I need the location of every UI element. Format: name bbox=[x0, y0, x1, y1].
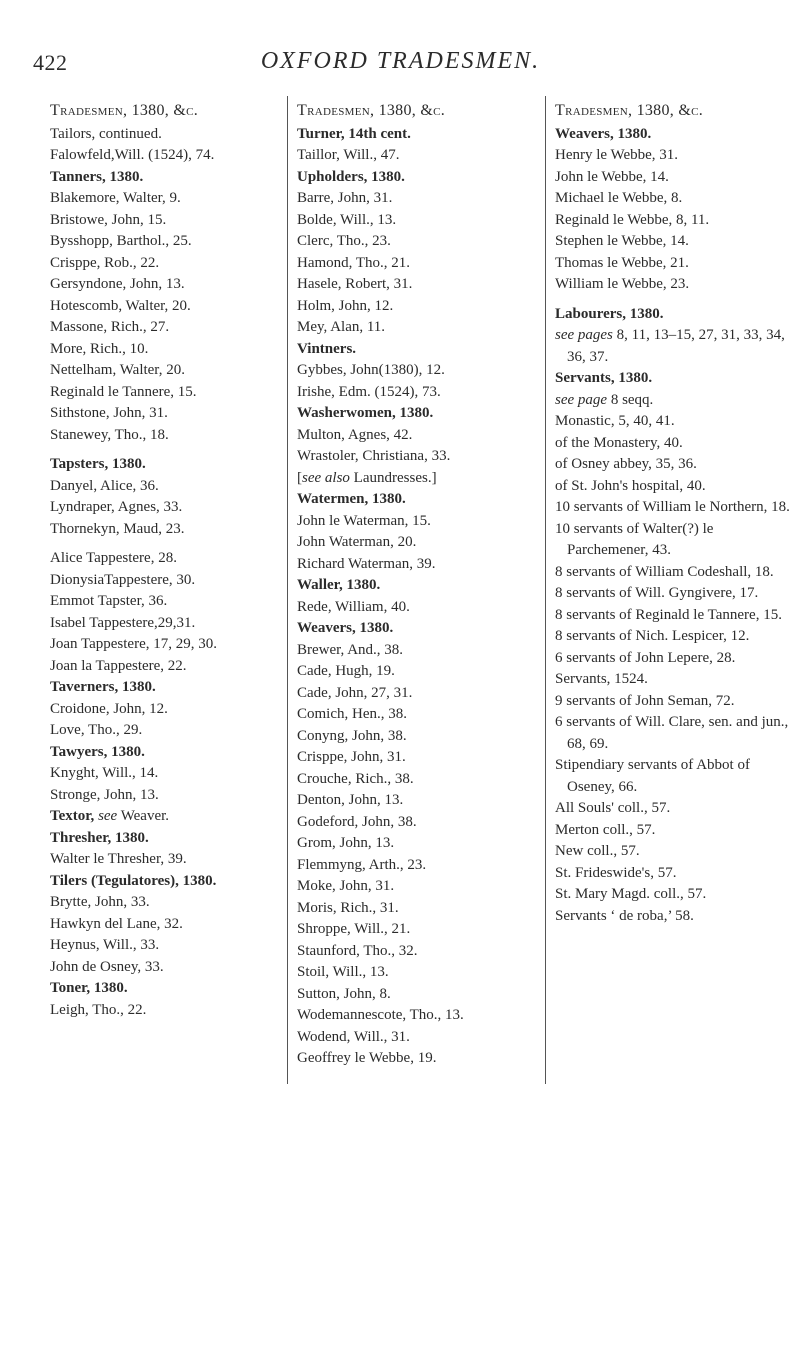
index-entry: Hotescomb, Walter, 20. bbox=[50, 297, 191, 314]
trade-heading: Waller, 1380. bbox=[297, 577, 381, 593]
index-entry: 8 servants of William Codeshall, 18. bbox=[555, 563, 774, 580]
index-entry: Gybbes, John(1380), 12. bbox=[297, 362, 445, 378]
index-entry: Conyng, John, 38. bbox=[297, 727, 407, 744]
index-entry: Rede, William, 40. bbox=[297, 598, 410, 615]
ref-prefix: [ bbox=[297, 469, 302, 486]
index-entry: St. Mary Magd. coll., 57. bbox=[555, 886, 707, 902]
index-entry: Monastic, 5, 40, 41. bbox=[555, 413, 675, 429]
trade-heading: Weavers, 1380. bbox=[297, 620, 394, 636]
index-entry: of St. John's hospital, 40. bbox=[555, 477, 706, 494]
index-entry: Reginald le Tannere, 15. bbox=[50, 383, 197, 400]
index-entry: Richard Waterman, 39. bbox=[297, 555, 436, 572]
trade-heading: Tilers (Tegulatores), 1380. bbox=[50, 872, 217, 889]
trade-heading: Taverners, 1380. bbox=[50, 679, 156, 695]
index-entry: Godeford, John, 38. bbox=[297, 813, 417, 830]
index-entry: John Waterman, 20. bbox=[297, 534, 417, 550]
cross-reference bbox=[297, 468, 537, 490]
index-entry: Moke, John, 31. bbox=[297, 878, 395, 894]
index-entry: Sutton, John, 8. bbox=[297, 985, 391, 1002]
index-entry: Thomas le Webbe, 21. bbox=[555, 254, 689, 271]
index-entry: Nettelham, Walter, 20. bbox=[50, 362, 185, 378]
trade-heading: Watermen, 1380. bbox=[297, 491, 406, 507]
index-column-2 bbox=[297, 100, 537, 1070]
index-entry: Grom, John, 13. bbox=[297, 835, 395, 851]
index-entry: Crisppe, John, 31. bbox=[297, 749, 406, 765]
index-entry: Isabel Tappestere,29,31. bbox=[50, 614, 196, 631]
ref-target: 8 seqq. bbox=[607, 391, 654, 408]
index-entry: Reginald le Webbe, 8, 11. bbox=[555, 211, 710, 228]
index-entry: Walter le Thresher, 39. bbox=[50, 851, 187, 867]
index-entry: 8 servants of Reginald le Tannere, 15. bbox=[555, 606, 782, 623]
spacer bbox=[555, 296, 795, 304]
index-entry: 10 servants of Walter(?) le Parchemener, 43. bbox=[555, 520, 714, 558]
index-entry: Shroppe, Will., 21. bbox=[297, 921, 411, 937]
index-entry: Barre, John, 31. bbox=[297, 190, 393, 206]
ref-target: 8, 11, 13–15, 27, 31, 33, 34, 36, 37. bbox=[567, 327, 785, 365]
section-label: Tailors, continued. bbox=[50, 125, 162, 142]
index-entry: Wodend, Will., 31. bbox=[297, 1028, 410, 1045]
ref-target: Weaver. bbox=[117, 808, 170, 824]
index-entry: Cade, Hugh, 19. bbox=[297, 663, 395, 679]
index-entry: Moris, Rich., 31. bbox=[297, 899, 399, 916]
index-entry: Croidone, John, 12. bbox=[50, 700, 168, 717]
index-entry: 8 servants of Will. Gyngivere, 17. bbox=[555, 585, 759, 601]
index-entry: Merton coll., 57. bbox=[555, 821, 656, 838]
index-entry: Alice Tappestere, 28. bbox=[50, 550, 177, 566]
index-entry: Sithstone, John, 31. bbox=[50, 405, 168, 421]
index-entry: Bysshopp, Barthol., 25. bbox=[50, 233, 192, 249]
index-entry: Flemmyng, Arth., 23. bbox=[297, 856, 427, 873]
index-entry: Hamond, Tho., 21. bbox=[297, 254, 411, 271]
trade-heading: Labourers, 1380. bbox=[555, 305, 664, 322]
column-rule bbox=[545, 96, 546, 1084]
trade-heading: Vintners. bbox=[297, 340, 357, 357]
section-label: Servants, 1524. bbox=[555, 671, 648, 687]
trade-heading: Toner, 1380. bbox=[50, 980, 128, 996]
index-entry: New coll., 57. bbox=[555, 843, 640, 859]
index-entry: Gersyndone, John, 13. bbox=[50, 276, 185, 292]
index-entry: Stephen le Webbe, 14. bbox=[555, 233, 689, 249]
index-entry: Crouche, Rich., 38. bbox=[297, 770, 414, 787]
index-entry: More, Rich., 10. bbox=[50, 340, 149, 357]
index-entry: Clerc, Tho., 23. bbox=[297, 233, 391, 249]
index-entry: 6 servants of John Lepere, 28. bbox=[555, 649, 736, 666]
trade-heading: Washerwomen, 1380. bbox=[297, 405, 434, 421]
ref-target: Laundresses.] bbox=[349, 469, 437, 486]
page-number: 422 bbox=[33, 50, 68, 75]
cross-reference-heading bbox=[50, 806, 290, 828]
index-entry: Irishe, Edm. (1524), 73. bbox=[297, 383, 441, 400]
index-entry: Joan Tappestere, 17, 29, 30. bbox=[50, 636, 217, 652]
index-entry: Denton, John, 13. bbox=[297, 792, 404, 808]
ref-see: see pages bbox=[555, 327, 613, 343]
index-entry: John de Osney, 33. bbox=[50, 958, 164, 975]
column-heading: Tradesmen, 1380, &c. bbox=[297, 102, 446, 119]
trade-heading: Servants, 1380. bbox=[555, 370, 653, 386]
spacer bbox=[50, 540, 290, 548]
index-entry: Holm, John, 12. bbox=[297, 297, 394, 314]
index-entry: Comich, Hen., 38. bbox=[297, 706, 407, 722]
ref-see: see page bbox=[555, 391, 608, 408]
index-entry: Danyel, Alice, 36. bbox=[50, 477, 159, 494]
running-head: OXFORD TRADESMEN. bbox=[260, 48, 541, 74]
index-entry: Emmot Tapster, 36. bbox=[50, 593, 168, 609]
index-entry: of Osney abbey, 35, 36. bbox=[555, 456, 697, 472]
index-entry: Leigh, Tho., 22. bbox=[50, 1001, 147, 1018]
index-entry: Bolde, Will., 13. bbox=[297, 211, 397, 228]
ref-see: see also bbox=[302, 469, 350, 486]
index-entry: Hawkyn del Lane, 32. bbox=[50, 915, 183, 932]
index-entry: 6 servants of Will. Clare, sen. and jun., 68, 69. bbox=[555, 714, 789, 752]
index-entry: Multon, Agnes, 42. bbox=[297, 426, 413, 443]
index-entry: John le Webbe, 14. bbox=[555, 168, 669, 185]
column-heading: Tradesmen, 1380, &c. bbox=[555, 102, 704, 119]
index-entry: Mey, Alan, 11. bbox=[297, 319, 386, 335]
index-entry: Brewer, And., 38. bbox=[297, 641, 404, 658]
index-entry: Wodemannescote, Tho., 13. bbox=[297, 1007, 464, 1023]
trade-heading: Tapsters, 1380. bbox=[50, 456, 146, 472]
index-entry: DionysiaTappestere, 30. bbox=[50, 571, 196, 588]
index-entry: Cade, John, 27, 31. bbox=[297, 684, 413, 701]
index-entry: Love, Tho., 29. bbox=[50, 722, 143, 738]
index-entry: Bristowe, John, 15. bbox=[50, 211, 167, 228]
ref-see: see bbox=[98, 808, 118, 824]
index-entry: Michael le Webbe, 8. bbox=[555, 190, 683, 206]
cross-reference bbox=[555, 325, 795, 368]
trade-heading: Tanners, 1380. bbox=[50, 168, 144, 185]
index-entry: Geoffrey le Webbe, 19. bbox=[297, 1050, 437, 1066]
trade-heading: Weavers, 1380. bbox=[555, 125, 652, 142]
index-entry: Joan la Tappestere, 22. bbox=[50, 657, 187, 674]
index-column-1 bbox=[50, 100, 290, 1021]
index-entry: William le Webbe, 23. bbox=[555, 276, 690, 292]
index-entry: Heynus, Will., 33. bbox=[50, 937, 160, 953]
trade-heading: Thresher, 1380. bbox=[50, 829, 149, 846]
cross-reference bbox=[555, 390, 795, 412]
index-entry: Stipendiary servants of Abbot of Oseney, 66. bbox=[555, 757, 750, 795]
index-entry: Stoil, Will., 13. bbox=[297, 964, 389, 980]
index-entry: Crisppe, Rob., 22. bbox=[50, 254, 160, 271]
column-heading: Tradesmen, 1380, &c. bbox=[50, 102, 199, 119]
trade-heading: Turner, 14th cent. bbox=[297, 125, 411, 142]
index-entry: 9 servants of John Seman, 72. bbox=[555, 692, 735, 709]
index-entry: Servants ‘ de roba,’ 58. bbox=[555, 907, 694, 924]
index-entry: Stronge, John, 13. bbox=[50, 786, 159, 803]
index-entry: John le Waterman, 15. bbox=[297, 512, 431, 529]
spacer bbox=[50, 446, 290, 454]
index-entry: Taillor, Will., 47. bbox=[297, 147, 400, 163]
index-entry: 10 servants of William le Northern, 18. bbox=[555, 499, 790, 515]
trade-heading: Tawyers, 1380. bbox=[50, 743, 145, 760]
index-entry: Lyndraper, Agnes, 33. bbox=[50, 499, 183, 515]
index-entry: Falowfeld,Will. (1524), 74. bbox=[50, 147, 215, 163]
index-column-3 bbox=[555, 100, 795, 927]
index-entry: St. Frideswide's, 57. bbox=[555, 864, 677, 881]
index-entry: Hasele, Robert, 31. bbox=[297, 276, 413, 292]
index-entry: Wrastoler, Christiana, 33. bbox=[297, 448, 451, 464]
index-entry: 8 servants of Nich. Lespicer, 12. bbox=[555, 628, 750, 644]
index-entry: Stanewey, Tho., 18. bbox=[50, 426, 169, 443]
trade-heading: Upholders, 1380. bbox=[297, 168, 405, 185]
ref-prefix: Textor, bbox=[50, 808, 99, 824]
index-entry: Thornekyn, Maud, 23. bbox=[50, 520, 185, 537]
index-entry: Knyght, Will., 14. bbox=[50, 765, 159, 781]
index-entry: Blakemore, Walter, 9. bbox=[50, 190, 181, 206]
index-entry: of the Monastery, 40. bbox=[555, 434, 683, 451]
index-entry: Massone, Rich., 27. bbox=[50, 319, 170, 335]
index-entry: All Souls' coll., 57. bbox=[555, 800, 671, 816]
index-entry: Brytte, John, 33. bbox=[50, 894, 150, 910]
index-entry: Staunford, Tho., 32. bbox=[297, 942, 418, 959]
index-entry: Henry le Webbe, 31. bbox=[555, 147, 679, 163]
